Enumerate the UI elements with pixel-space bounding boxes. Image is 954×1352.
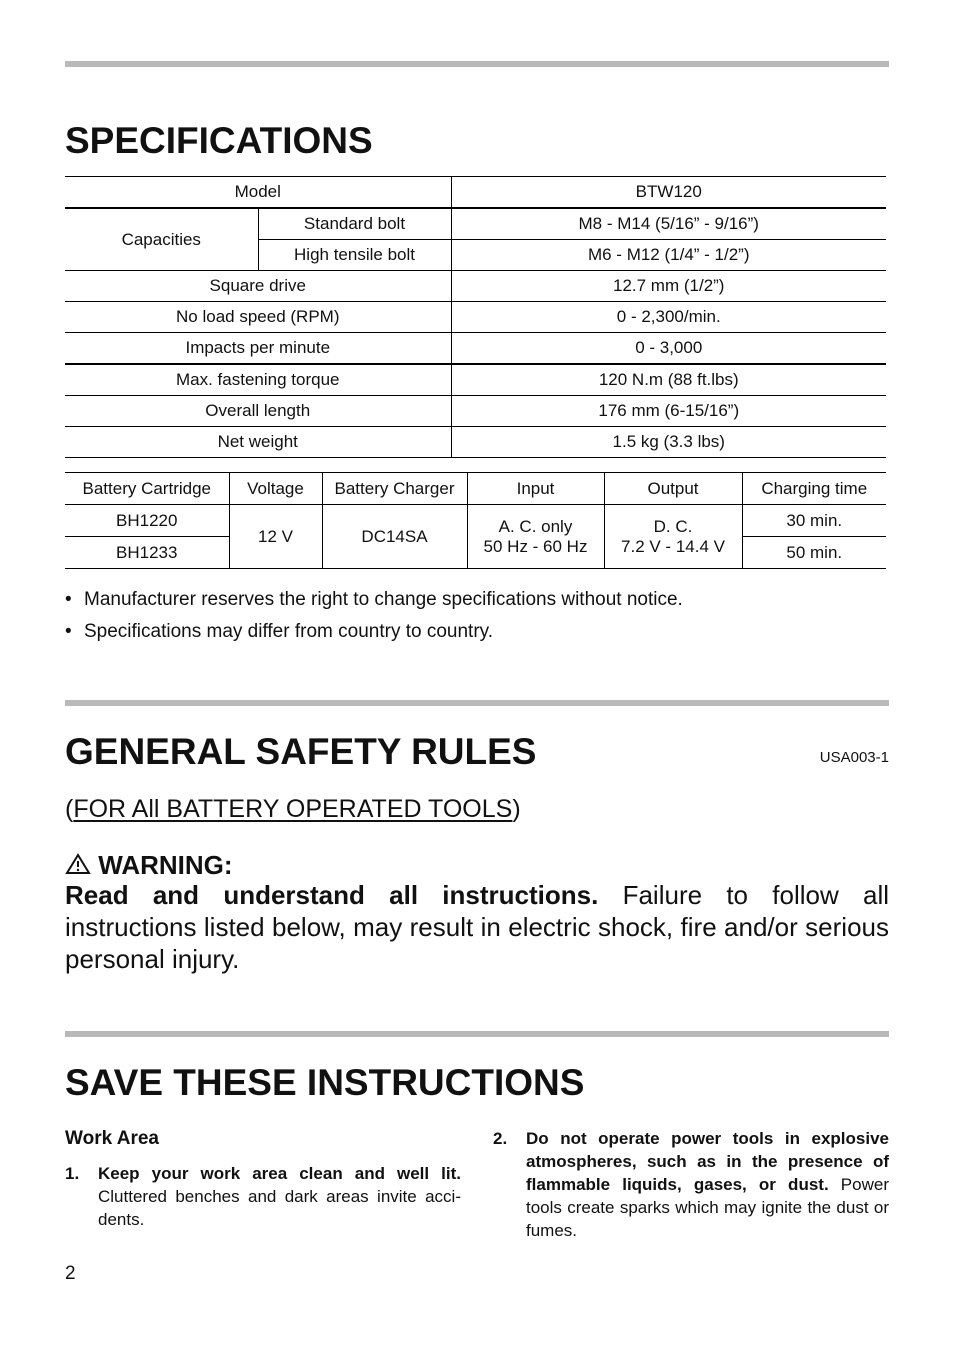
battery-cartridge: BH1233: [65, 537, 229, 569]
battery-header: Voltage: [229, 473, 322, 505]
list-bold: Do not operate power tools in explosive atmospheres, such as in the presence of flammable liquids, gases, or dust.: [526, 1129, 889, 1194]
left-column: [65, 1127, 461, 1231]
spec-label: Net weight: [65, 427, 451, 458]
spec-row: [65, 396, 886, 427]
battery-header: Input: [467, 473, 604, 505]
spec-label: Overall length: [65, 396, 451, 427]
battery-input-line: 50 Hz - 60 Hz: [483, 536, 588, 556]
battery-header: Charging time: [742, 473, 886, 505]
spec-row-model: [65, 177, 886, 209]
spec-value: 176 mm (6-15/16”): [451, 396, 886, 427]
spec-row: [65, 333, 886, 365]
list-item: [493, 1127, 889, 1242]
note-text: Specifications may differ from country to country.: [84, 621, 494, 642]
battery-table: [65, 472, 886, 569]
warning-label: WARNING:: [98, 850, 233, 880]
battery-output: [604, 505, 742, 569]
spec-label: Impacts per minute: [65, 333, 451, 365]
warning-heading: [65, 850, 233, 881]
battery-input: [467, 505, 604, 569]
section-rule: [65, 700, 889, 706]
spec-value: 0 - 3,000: [451, 333, 886, 365]
right-column: [493, 1127, 889, 1242]
list-number: 2.: [493, 1129, 508, 1148]
spec-label: Square drive: [65, 271, 451, 302]
battery-header-row: [65, 473, 886, 505]
battery-cartridge: BH1220: [65, 505, 229, 537]
spec-row-standard-bolt: [65, 208, 886, 240]
page-number: 2: [65, 1263, 76, 1284]
battery-charging-time: 30 min.: [742, 505, 886, 537]
spec-sublabel: Standard bolt: [258, 208, 451, 240]
battery-output-line: D. C.: [653, 516, 693, 536]
battery-header: Output: [604, 473, 742, 505]
warning-body: Failure to follow all instructions listed below, may result in electric shock, fire and/or serious personal injury.: [65, 880, 889, 974]
top-rule: [65, 61, 889, 67]
battery-header: Battery Charger: [322, 473, 467, 505]
list-item: [65, 1162, 461, 1231]
spec-value: 1.5 kg (3.3 lbs): [451, 427, 886, 458]
battery-output-line: 7.2 V - 14.4 V: [621, 536, 725, 556]
bullet-dot: •: [65, 621, 72, 642]
battery-row: [65, 505, 886, 537]
section-rule: [65, 1031, 889, 1037]
subtitle-paren: ): [512, 795, 521, 823]
warning-text: [65, 879, 889, 975]
spec-row: [65, 364, 886, 396]
spec-value: 120 N.m (88 ft.lbs): [451, 364, 886, 396]
list-text: Power tools create sparks which may ignite the dust or fumes.: [526, 1175, 889, 1240]
spec-value: 0 - 2,300/min.: [451, 302, 886, 333]
spec-row: [65, 271, 886, 302]
battery-charging-time: 50 min.: [742, 537, 886, 569]
list-text: Cluttered benches and dark areas invite acci-dents.: [98, 1187, 461, 1229]
spec-value: BTW120: [451, 177, 886, 209]
spec-label: Capacities: [65, 208, 258, 271]
battery-voltage: 12 V: [229, 505, 322, 569]
work-area-heading: Work Area: [65, 1128, 159, 1149]
spec-value: M6 - M12 (1/4” - 1/2”): [451, 240, 886, 271]
battery-charger: DC14SA: [322, 505, 467, 569]
spec-value: 12.7 mm (1/2”): [451, 271, 886, 302]
spec-label: Max. fastening torque: [65, 364, 451, 396]
battery-input-line: A. C. only: [498, 516, 573, 536]
safety-subtitle: [65, 795, 521, 824]
subtitle-text: FOR All BATTERY OPERATED TOOLS: [73, 795, 513, 823]
save-title: SAVE THESE INSTRUCTIONS: [65, 1062, 585, 1103]
battery-header: Battery Cartridge: [65, 473, 229, 505]
spec-row: [65, 302, 886, 333]
warning-triangle-icon: [65, 853, 91, 875]
note-item: [65, 589, 683, 611]
warning-bold: Read and understand all instructions.: [65, 880, 599, 910]
spec-label: No load speed (RPM): [65, 302, 451, 333]
subtitle-paren: (: [65, 795, 74, 823]
list-number: 1.: [65, 1164, 80, 1183]
spec-value: M8 - M14 (5/16” - 9/16”): [451, 208, 886, 240]
document-code: USA003-1: [819, 749, 889, 766]
safety-title: GENERAL SAFETY RULES: [65, 731, 537, 772]
note-text: Manufacturer reserves the right to change specifications without notice.: [84, 589, 683, 610]
spec-label: Model: [65, 177, 451, 209]
note-item: [65, 621, 493, 643]
spec-row: [65, 427, 886, 458]
specifications-table: [65, 176, 886, 458]
spec-sublabel: High tensile bolt: [258, 240, 451, 271]
specifications-title: SPECIFICATIONS: [65, 120, 373, 161]
bullet-dot: •: [65, 589, 72, 610]
list-bold: Keep your work area clean and well lit.: [98, 1164, 461, 1183]
